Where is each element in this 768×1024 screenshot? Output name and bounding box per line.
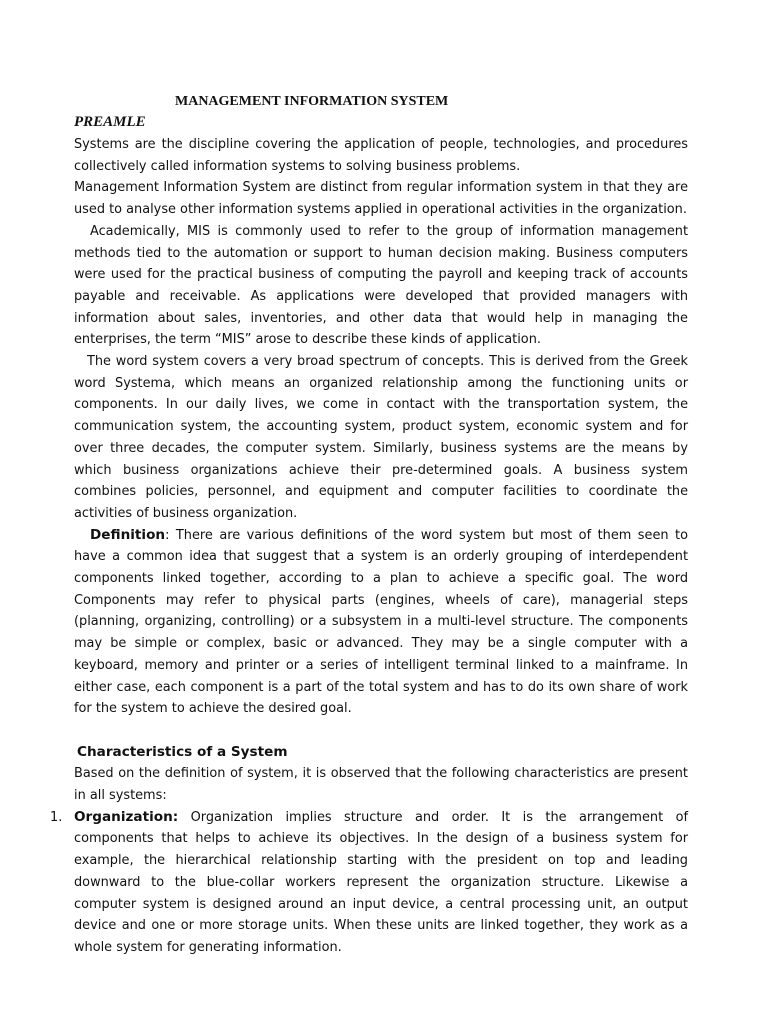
characteristics-heading: Characteristics of a System <box>77 743 288 760</box>
definition-body: : There are various definitions of the word system but most of them seen to have a common idea that suggest that a system is an orderly grouping of interdependent components linked together, according to a plan to achieve a specific goal. The word Components may refer to physical parts (engines, wheels of care), managerial steps (planning, organizing, controlling) or a subsystem in a multi-level structure. The components may be simple or complex, basic or advanced. They may be a single computer with a keyboard, memory and printer or a series of intelligent terminal linked to a mainframe. In either case, each component is a part of the total system and has to do its own share of work for the system to achieve the desired goal. <box>74 527 688 717</box>
spacer <box>74 720 688 742</box>
paragraph-academically: Academically, MIS is commonly used to refer to the group of information management methods tied to the automation or support to human decision making. Business computers were used for the practical business of computing the payroll and keeping track of accounts payable and receivable. As applications were developed that provided managers with information about sales, inventories, and other data that would help in managing the enterprises, the term “MIS” arose to describe these kinds of application. <box>74 223 688 348</box>
characteristics-intro: Based on the definition of system, it is observed that the following characteristics are present in all systems: <box>74 766 688 804</box>
definition-term: Definition <box>90 526 166 543</box>
characteristics-list <box>50 807 688 959</box>
document-page <box>50 92 688 959</box>
paragraph-mis-distinct: Management Information System are distinct from regular information system in that they are used to analyse other information systems applied in operational activities in the organization. <box>74 180 688 218</box>
paragraph-systems-discipline: Systems are the discipline covering the application of people, technologies, and procedures collectively called information systems to solving business problems. <box>74 137 688 174</box>
document-title: MANAGEMENT INFORMATION SYSTEM <box>175 94 449 109</box>
list-item-body: Organization implies structure and order. It is the arrangement of components that helps to achieve its objectives. In the design of a business system for example, the hierarchical relationship starting with the president on top and leading downward to the blue-collar workers represent the organization structure. Likewise a computer system is designed around an input device, a central processing unit, an output device and one or more storage units. When these units are linked together, they work as a whole system for generating information. <box>74 809 688 955</box>
list-item-number: 1. <box>50 809 63 825</box>
list-item <box>50 807 688 959</box>
paragraph-word-system: The word system covers a very broad spectrum of concepts. This is derived from the Greek word Systema, which means an organized relationship among the functioning units or components. In our daily lives, we come in contact with the transportation system, the communication system, the accounting system, product system, economic system and for over three decades, the computer system. Similarly, business systems are the means by which business organizations achieve their pre-determined goals. A business system combines policies, personnel, and equipment and computer facilities to coordinate the activities of business organization. <box>74 354 688 521</box>
preamble-heading: PREAMLE <box>74 114 146 130</box>
paragraph-definition <box>74 525 688 720</box>
list-item-term: Organization: <box>74 808 179 825</box>
